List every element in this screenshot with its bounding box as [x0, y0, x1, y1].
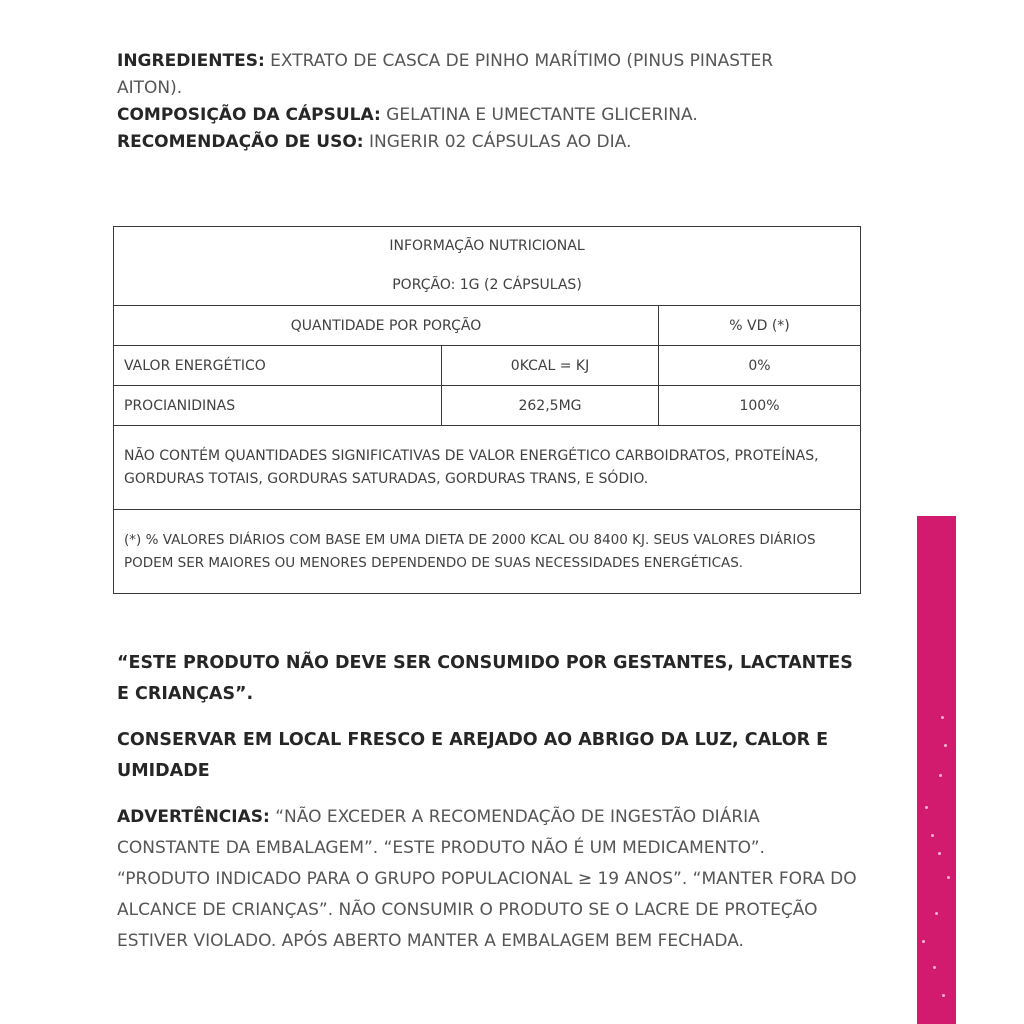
sparkle-dot	[922, 940, 925, 943]
nutrition-table-header	[114, 227, 861, 306]
nutrition-table	[113, 226, 861, 594]
column-header-vd: % VD (*)	[659, 306, 861, 346]
sparkle-dot	[944, 744, 947, 747]
nutrient-name: VALOR ENERGÉTICO	[114, 346, 442, 386]
nutrient-vd: 0%	[659, 346, 861, 386]
ingredients-label: INGREDIENTES:	[117, 51, 265, 71]
notices-section	[117, 648, 857, 957]
nutrition-table-portion: PORÇÃO: 1G (2 CÁPSULAS)	[392, 277, 582, 293]
accent-side-bar	[917, 516, 956, 1024]
sparkle-dot	[935, 912, 938, 915]
nutrition-table-footnote: (*) % VALORES DIÁRIOS COM BASE EM UMA DIETA DE 2000 KCAL OU 8400 KJ. SEUS VALORES DIÁRIOS PODEM SER MAIORES OU MENORES DEPENDENDO DE SUAS NECESSIDADES ENERGÉTICAS.	[114, 510, 861, 594]
column-header-quantity: QUANTIDADE POR PORÇÃO	[114, 306, 659, 346]
sparkle-dot	[939, 774, 942, 777]
usage-recommendation-label: RECOMENDAÇÃO DE USO:	[117, 132, 364, 152]
usage-recommendation-text: INGERIR 02 CÁPSULAS AO DIA.	[363, 132, 632, 152]
nutrition-table-note: NÃO CONTÉM QUANTIDADES SIGNIFICATIVAS DE VALOR ENERGÉTICO CARBOIDRATOS, PROTEÍNAS, GORDURAS TOTAIS, GORDURAS SATURADAS, GORDURAS TRANS, E SÓDIO.	[114, 426, 861, 510]
table-row	[114, 346, 861, 386]
sparkle-dot	[941, 716, 944, 719]
nutrient-amount: 262,5MG	[442, 386, 659, 426]
sparkle-dot	[942, 994, 945, 997]
nutrient-amount: 0KCAL = KJ	[442, 346, 659, 386]
sparkle-dot	[933, 966, 936, 969]
capsule-composition-text: GELATINA E UMECTANTE GLICERINA.	[380, 105, 698, 125]
ingredients-section	[117, 48, 837, 156]
usage-recommendation-line	[117, 129, 837, 156]
capsule-composition-line	[117, 102, 837, 129]
nutrient-name: PROCIANIDINAS	[114, 386, 442, 426]
warnings-paragraph	[117, 802, 857, 957]
storage-notice: CONSERVAR EM LOCAL FRESCO E AREJADO AO ABRIGO DA LUZ, CALOR E UMIDADE	[117, 730, 829, 781]
nutrient-vd: 100%	[659, 386, 861, 426]
capsule-composition-label: COMPOSIÇÃO DA CÁPSULA:	[117, 105, 381, 125]
table-row	[114, 386, 861, 426]
warnings-label: ADVERTÊNCIAS:	[117, 807, 270, 827]
sparkle-dot	[925, 806, 928, 809]
sparkle-dot	[947, 876, 950, 879]
nutrition-table-title: INFORMAÇÃO NUTRICIONAL	[389, 238, 585, 254]
sparkle-dot	[931, 834, 934, 837]
ingredients-text: EXTRATO DE CASCA DE PINHO MARÍTIMO (PINUS PINASTER AITON).	[117, 51, 774, 98]
sparkle-dot	[938, 852, 941, 855]
ingredients-line	[117, 48, 837, 102]
pregnancy-notice: “ESTE PRODUTO NÃO DEVE SER CONSUMIDO POR GESTANTES, LACTANTES E CRIANÇAS”.	[117, 653, 853, 704]
warnings-text: “NÃO EXCEDER A RECOMENDAÇÃO DE INGESTÃO DIÁRIA CONSTANTE DA EMBALAGEM”. “ESTE PRODUTO NÃO É UM MEDICAMENTO”. “PRODUTO INDICADO PARA O GRUPO POPULACIONAL ≥ 19 ANOS”. “MANTER FORA DO ALCANCE DE CRIANÇAS”. NÃO CONSUMIR O PRODUTO SE O LACRE DE PROTEÇÃO ESTIVER VIOLADO. APÓS ABERTO MANTER A EMBALAGEM BEM FECHADA.	[117, 807, 857, 951]
